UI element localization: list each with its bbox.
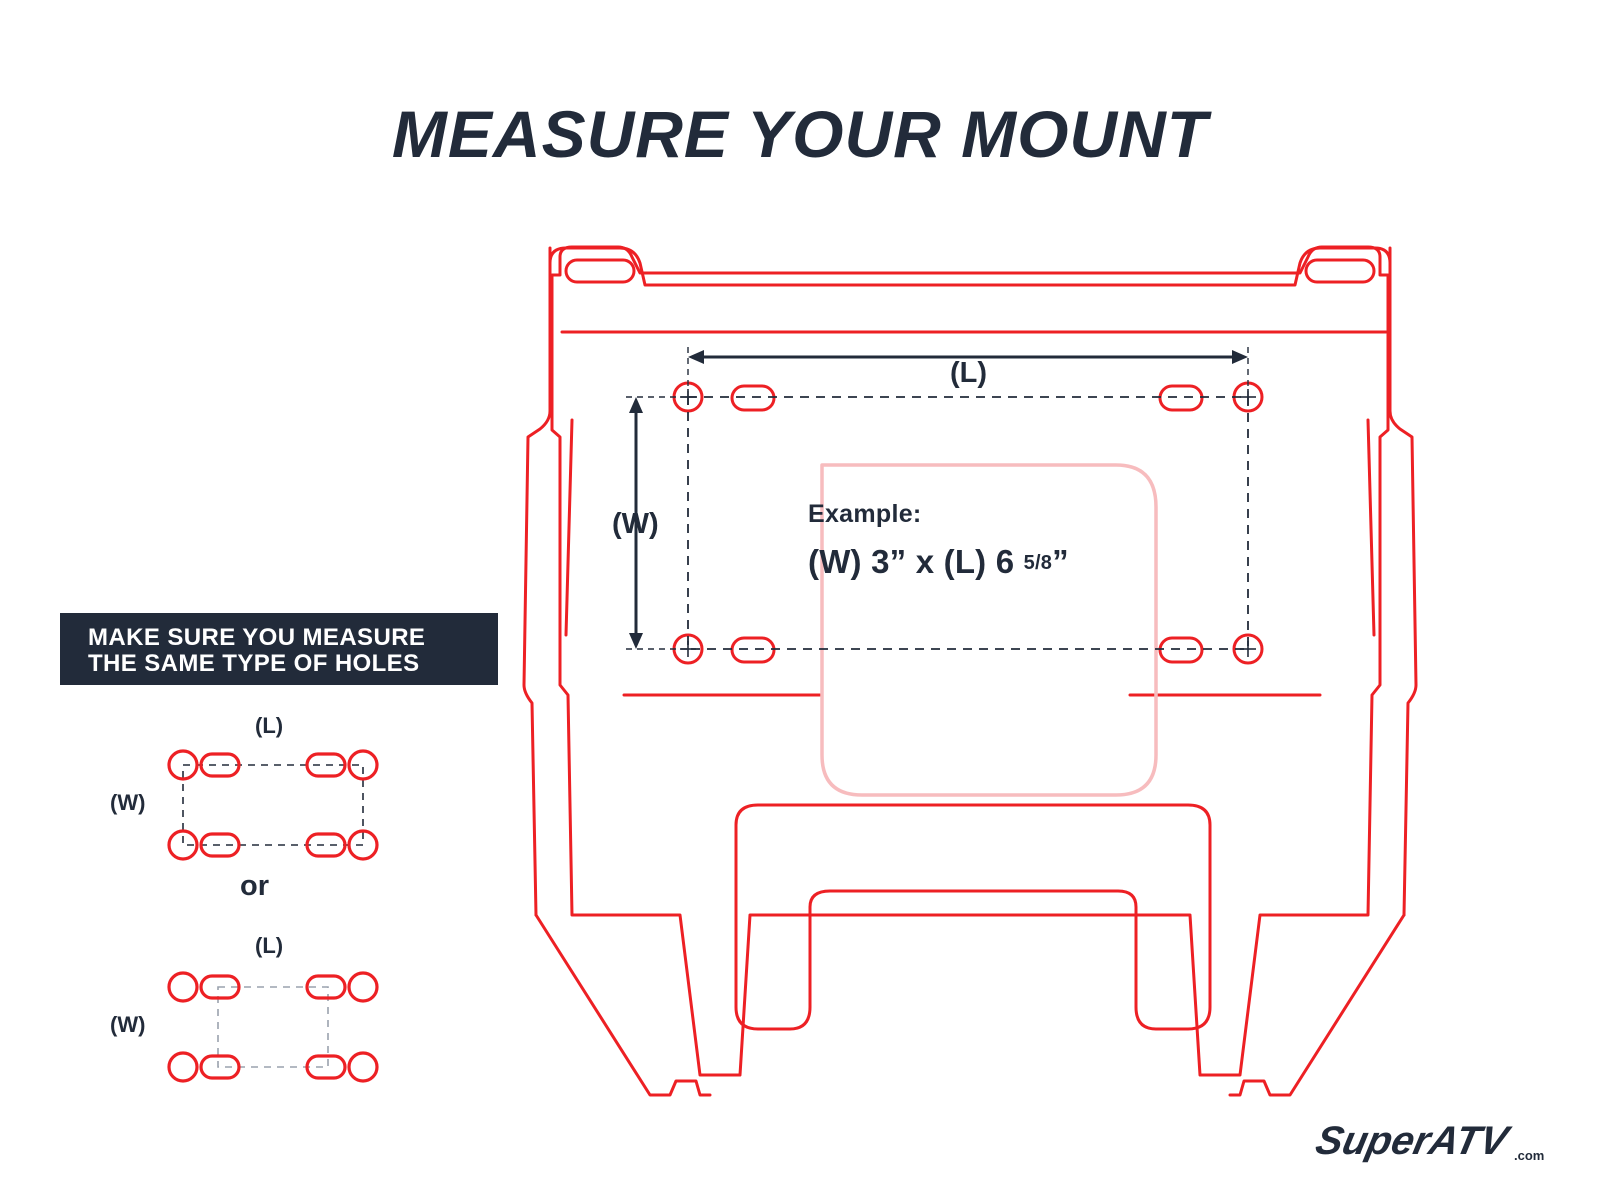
example-value-prefix: (W) 3” x (L) 6 <box>808 543 1024 580</box>
hole-type-legend <box>70 700 500 1100</box>
legend-or-label: or <box>240 870 269 902</box>
brand-logo-svg <box>1302 1106 1552 1176</box>
svg-text:SuperATV: SuperATV <box>1311 1117 1512 1163</box>
example-value-fraction: 5/8 <box>1023 552 1053 574</box>
legend-option-one-width-label: (W) <box>110 790 146 815</box>
measure-note-line-2: THE SAME TYPE OF HOLES <box>88 650 420 677</box>
main-length-label: (L) <box>950 357 988 389</box>
measure-note-box <box>60 613 498 685</box>
page-title: MEASURE YOUR MOUNT <box>391 97 1209 171</box>
example-value-suffix: ” <box>1052 543 1069 580</box>
main-width-label: (W) <box>612 508 659 540</box>
example-value <box>808 543 1069 581</box>
brand-logo <box>1302 1106 1552 1176</box>
legend-option-one <box>169 751 377 859</box>
mount-diagram <box>500 215 1460 1115</box>
legend-option-one-length-label: (L) <box>255 713 284 738</box>
legend-option-two-width-label: (W) <box>110 1012 146 1037</box>
mount-diagram-svg <box>500 215 1460 1115</box>
measure-note-line-1: MAKE SURE YOU MEASURE <box>88 624 426 651</box>
example-title: Example: <box>808 500 922 528</box>
legend-option-two-length-label: (L) <box>255 933 284 958</box>
hole-type-legend-svg <box>70 700 500 1100</box>
legend-option-two <box>169 973 377 1081</box>
brand-logo-suffix: .com <box>1514 1148 1545 1163</box>
example-block <box>808 500 1069 581</box>
